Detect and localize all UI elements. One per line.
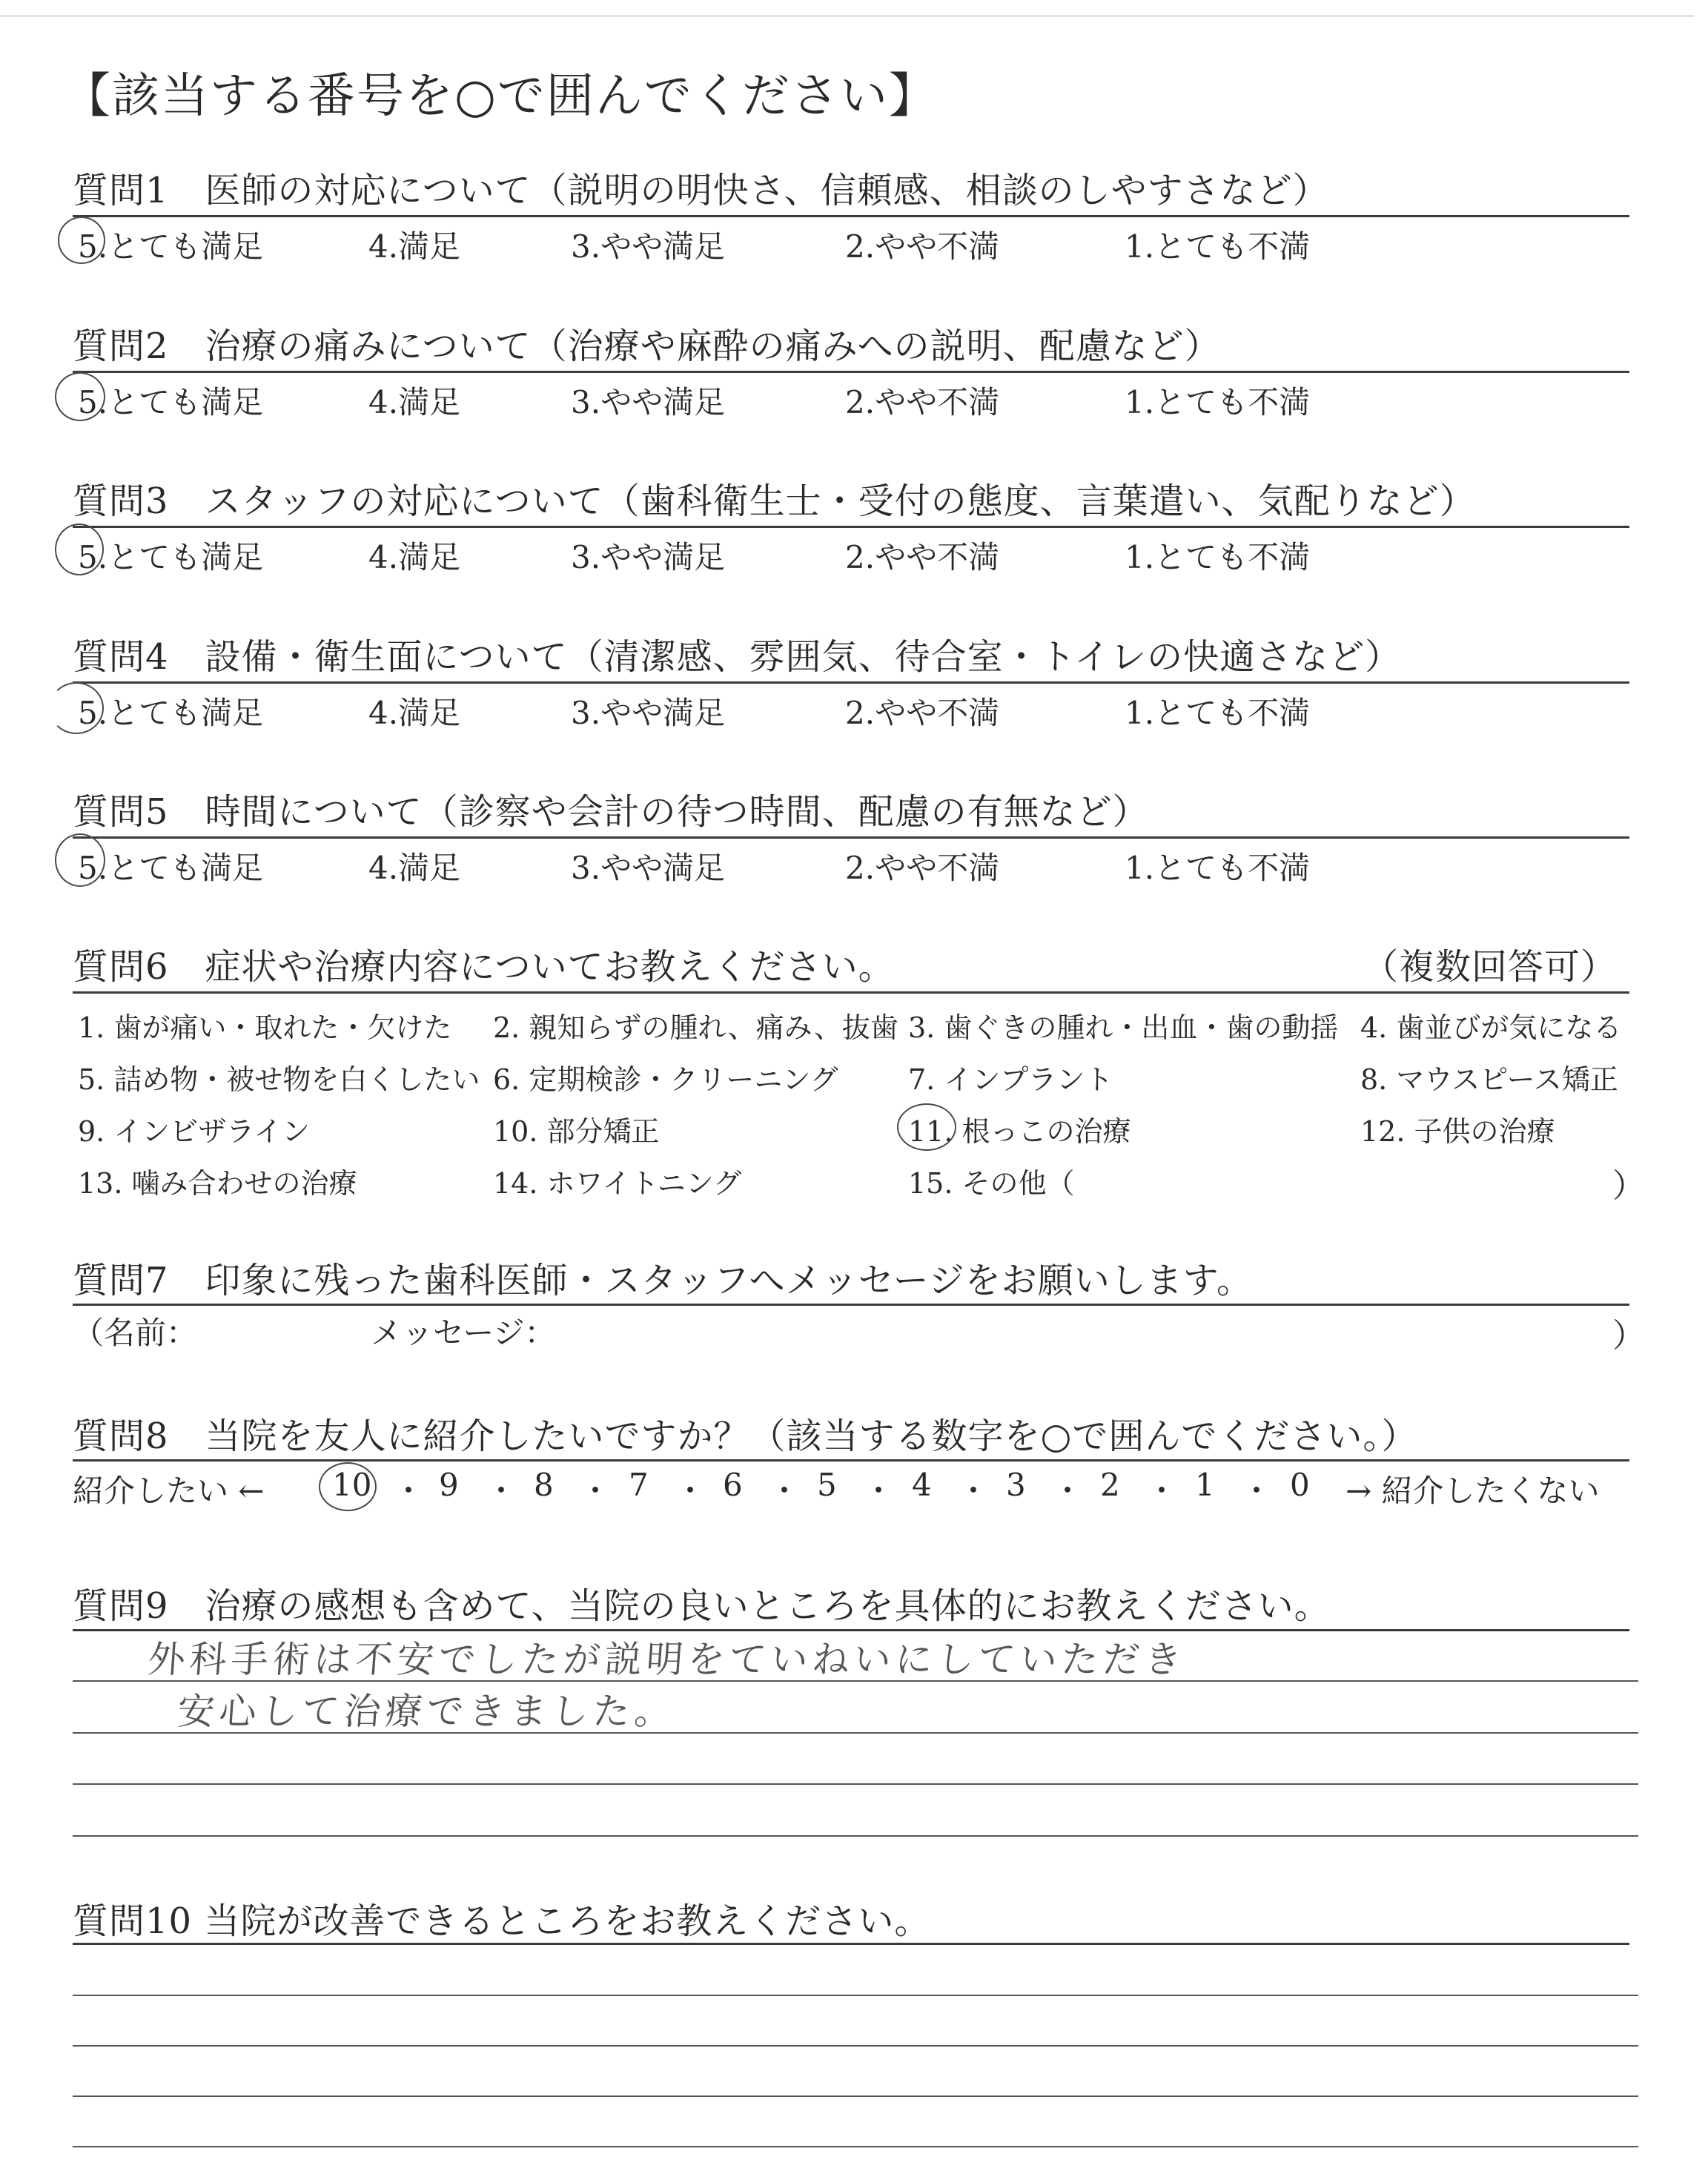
q6-option-14[interactable]: 14. ホワイトニング (493, 1167, 742, 1200)
q8-scale-2[interactable]: 2 (1100, 1467, 1120, 1503)
scale-dot: ・ (393, 1473, 425, 1509)
q8-scale-7[interactable]: 7 (629, 1467, 649, 1503)
q8-scale-3[interactable]: 3 (1006, 1467, 1026, 1503)
q1-option-3[interactable]: 3.やや満足 (571, 228, 726, 265)
q7-name-label: （名前： (73, 1315, 198, 1351)
q8-scale-6[interactable]: 6 (723, 1467, 743, 1503)
question-9-title: 質問9 治療の感想も含めて、当院の良いところを具体的にお教えください。 (73, 1585, 1331, 1627)
writing-line (73, 2045, 1638, 2047)
q5-option-2[interactable]: 2.やや不満 (845, 850, 1000, 886)
q5-option-4[interactable]: 4.満足 (368, 850, 461, 886)
writing-line (73, 1995, 1638, 1996)
question-1-rule (73, 215, 1629, 217)
q5-option-3[interactable]: 3.やや満足 (571, 850, 726, 886)
question-1-title: 質問1 医師の対応について（説明の明快さ、信頼感、相談のしやすさなど） (73, 170, 1329, 211)
q8-scale-4[interactable]: 4 (912, 1467, 932, 1503)
question-6-rule (73, 991, 1629, 994)
q6-option-3[interactable]: 3. 歯ぐきの腫れ・出血・歯の動揺 (908, 1011, 1339, 1044)
q6-option-1[interactable]: 1. 歯が痛い・取れた・欠けた (78, 1011, 452, 1044)
scale-dot: ・ (486, 1473, 517, 1509)
q6-option-15[interactable]: 15. その他（ (908, 1167, 1075, 1200)
scale-dot: ・ (1146, 1473, 1178, 1509)
question-3-title: 質問3 スタッフの対応について（歯科衛生士・受付の態度、言葉遣い、気配りなど） (73, 480, 1476, 522)
question-6-title: 質問6 症状や治療内容についてお教えください。 (73, 946, 895, 988)
q8-selection-circle (319, 1462, 377, 1511)
q2-selection-circle (55, 372, 105, 421)
q3-option-5[interactable]: 5.とても満足 (78, 539, 264, 575)
q6-option-6[interactable]: 6. 定期検診・クリーニング (493, 1063, 838, 1096)
q5-selection-circle (55, 833, 105, 887)
question-5-title: 質問5 時間について（診察や会計の待つ時間、配慮の有無など） (73, 791, 1149, 833)
page-heading: 【該当する番号を○で囲んでください】 (63, 69, 938, 124)
question-3-rule (73, 526, 1629, 528)
writing-line (73, 2095, 1638, 2097)
question-7-title: 質問7 印象に残った歯科医師・スタッフへメッセージをお願いします。 (73, 1260, 1253, 1301)
question-4-title: 質問4 設備・衛生面について（清潔感、雰囲気、待合室・トイレの快適さなど） (73, 636, 1402, 678)
q6-option-13[interactable]: 13. 噛み合わせの治療 (78, 1167, 357, 1200)
scale-dot: ・ (580, 1473, 612, 1509)
q3-option-2[interactable]: 2.やや不満 (845, 539, 1000, 575)
scale-dot: ・ (675, 1473, 706, 1509)
q8-left-label: 紹介したい ← (73, 1473, 265, 1509)
q4-option-2[interactable]: 2.やや不満 (845, 695, 1000, 731)
q2-option-2[interactable]: 2.やや不満 (845, 384, 1000, 420)
q1-selection-circle (58, 217, 105, 264)
q8-scale-8[interactable]: 8 (534, 1467, 554, 1503)
question-10-rule (73, 1943, 1629, 1945)
writing-line (73, 2146, 1638, 2147)
question-8-rule (73, 1459, 1629, 1462)
q6-option-2[interactable]: 2. 親知らずの腫れ、痛み、抜歯 (493, 1011, 898, 1044)
q4-option-1[interactable]: 1.とても不満 (1125, 695, 1311, 731)
q4-option-4[interactable]: 4.満足 (368, 695, 461, 731)
q6-option-10[interactable]: 10. 部分矯正 (493, 1115, 660, 1148)
q6-other-close-paren: ） (1612, 1167, 1645, 1205)
q6-option-4[interactable]: 4. 歯並びが気になる (1360, 1011, 1622, 1044)
scale-dot: ・ (1241, 1473, 1273, 1509)
q8-scale-0[interactable]: 0 (1290, 1467, 1310, 1503)
q7-message-label: メッセージ： (371, 1315, 556, 1351)
q4-option-3[interactable]: 3.やや満足 (571, 695, 726, 731)
question-8-title: 質問8 当院を友人に紹介したいですか？（該当する数字を○で囲んでください。） (73, 1416, 1418, 1457)
scale-dot: ・ (1052, 1473, 1084, 1509)
q8-scale-9[interactable]: 9 (439, 1467, 459, 1503)
q6-option-8[interactable]: 8. マウスピース矯正 (1360, 1063, 1618, 1096)
q1-option-4[interactable]: 4.満足 (368, 228, 461, 265)
q3-option-3[interactable]: 3.やや満足 (571, 539, 726, 575)
q6-option-5[interactable]: 5. 詰め物・被せ物を白くしたい (78, 1063, 480, 1096)
question-4-rule (73, 681, 1629, 684)
q8-scale-10[interactable]: 10 (332, 1467, 372, 1503)
q6-option-9[interactable]: 9. インビザライン (78, 1115, 311, 1148)
q6-option-7[interactable]: 7. インプラント (908, 1063, 1113, 1096)
writing-line (73, 1783, 1638, 1785)
q9-handwritten-answer-line-2: 安心して治療できました。 (176, 1690, 678, 1733)
q1-option-5[interactable]: 5.とても満足 (78, 228, 264, 265)
q9-handwritten-answer-line-1: 外科手術は不安でしたが説明をていねいにしていただき (146, 1638, 1188, 1681)
question-2-rule (73, 371, 1629, 373)
q5-option-1[interactable]: 1.とても不満 (1125, 850, 1311, 886)
scale-dot: ・ (769, 1473, 801, 1509)
q1-option-1[interactable]: 1.とても不満 (1125, 228, 1311, 265)
q2-option-1[interactable]: 1.とても不満 (1125, 384, 1311, 420)
q3-option-4[interactable]: 4.満足 (368, 539, 461, 575)
scan-edge-line (0, 15, 1694, 17)
q8-scale-1[interactable]: 1 (1195, 1467, 1215, 1503)
writing-line (73, 1835, 1638, 1837)
q1-option-2[interactable]: 2.やや不満 (845, 228, 1000, 265)
q2-option-3[interactable]: 3.やや満足 (571, 384, 726, 420)
q3-option-1[interactable]: 1.とても不満 (1125, 539, 1311, 575)
question-7-rule (73, 1304, 1629, 1306)
q6-option-11[interactable]: 11. 根っこの治療 (908, 1115, 1131, 1148)
q8-right-label: → 紹介したくない (1345, 1473, 1600, 1509)
q2-option-5[interactable]: 5.とても満足 (78, 384, 264, 420)
question-2-title: 質問2 治療の痛みについて（治療や麻酔の痛みへの説明、配慮など） (73, 326, 1221, 367)
q3-selection-circle (55, 524, 104, 575)
q6-selection-circle (897, 1103, 956, 1151)
q4-option-5[interactable]: 5.とても満足 (78, 695, 264, 731)
q8-scale-5[interactable]: 5 (817, 1467, 837, 1503)
question-10-title: 質問10 当院が改善できるところをお教えください。 (73, 1900, 931, 1942)
scale-dot: ・ (958, 1473, 990, 1509)
q5-option-5[interactable]: 5.とても満足 (78, 850, 264, 886)
q4-selection-circle (49, 682, 104, 734)
q6-option-12[interactable]: 12. 子供の治療 (1360, 1115, 1555, 1148)
question-5-rule (73, 836, 1629, 839)
q2-option-4[interactable]: 4.満足 (368, 384, 461, 420)
question-6-note: （複数回答可） (1363, 946, 1618, 988)
scale-dot: ・ (863, 1473, 895, 1509)
q7-close-paren: ） (1612, 1317, 1645, 1355)
